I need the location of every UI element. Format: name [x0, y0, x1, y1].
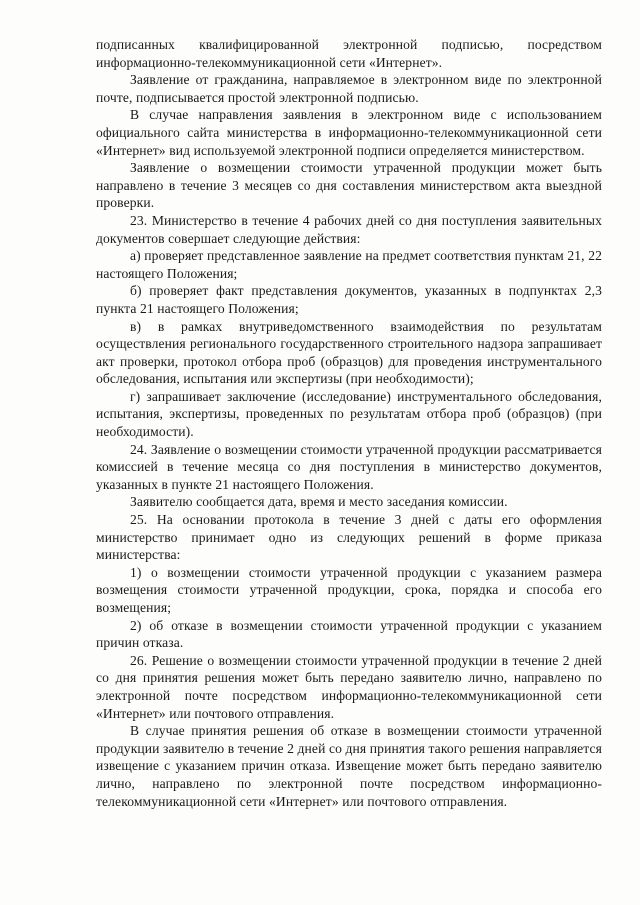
paragraph-continuation: подписанных квалифицированной электронной подписью, посредством информационно-телекоммуникационной сети «Интернет».	[96, 37, 602, 70]
clause-26: 26. Решение о возмещении стоимости утраченной продукции в течение 2 дней со дня принятия решения может быть передано заявителю лично, направлено по электронной почте посредством информационно-телекоммуникационной сети «Интернет» или почтового отправления.	[96, 652, 602, 721]
clause-25: 25. На основании протокола в течение 3 дней с даты его оформления министерство принимает одно из следующих решений в форме приказа министерства:	[96, 512, 602, 563]
clause-24: 24. Заявление о возмещении стоимости утраченной продукции рассматривается комиссией в течение месяца со дня поступления в министерство документов, указанных в пункте 21 настоящего Положения.	[96, 441, 602, 492]
clause-23: 23. Министерство в течение 4 рабочих дней со дня поступления заявительных документов совершает следующие действия:	[96, 212, 602, 246]
clause-23-a: а) проверяет представленное заявление на предмет соответствия пунктам 21, 22 настоящего Положения;	[96, 248, 602, 281]
paragraph-refusal-notice: В случае принятия решения об отказе в возмещении стоимости утраченной продукции заявителю в течение 2 дней со дня принятия такого решения направляется извещение с указанием причин отказа. Извещение может быть передано заявителю лично, направлено по электронной почте посредством информационно-телекоммуникационной сети «Интернет» или почтового отправления.	[96, 723, 602, 809]
paragraph-meeting-notice: Заявителю сообщается дата, время и место заседания комиссии.	[130, 494, 508, 510]
clause-25-2: 2) об отказе в возмещении стоимости утраченной продукции с указанием причин отказа.	[96, 617, 602, 651]
clause-25-1: 1) о возмещении стоимости утраченной продукции с указанием размера возмещения стоимости утраченной продукции, срока, порядка и способа его возмещения;	[96, 564, 602, 615]
clause-23-v: в) в рамках внутриведомственного взаимодействия по результатам осуществления регионального государственного строительного надзора запрашивает акт проверки, протокол отбора проб (образцов) для проведения инструментального обследования, испытания или экспертизы (при необходимости);	[96, 318, 602, 387]
paragraph-website-signature: В случае направления заявления в электронном виде с использованием официального сайта министерства в информационно-телекоммуникационной сети «Интернет» вид используемой электронной подписи определяется министерством.	[96, 107, 602, 158]
document-body	[96, 36, 602, 810]
paragraph-email-signature: Заявление от гражданина, направляемое в электронном виде по электронной почте, подписывается простой электронной подписью.	[96, 72, 602, 105]
clause-23-g: г) запрашивает заключение (исследование) инструментального обследования, испытания, экспертизы, проведенных по результатам отбора проб (образцов) (при необходимости).	[96, 388, 602, 440]
paragraph-application-deadline: Заявление о возмещении стоимости утраченной продукции может быть направлено в течение 3 месяцев со дня составления министерством акта выездной проверки.	[96, 160, 602, 211]
clause-23-b: б) проверяет факт представления документов, указанных в подпунктах 2,3 пункта 21 настоящего Положения;	[96, 283, 602, 316]
